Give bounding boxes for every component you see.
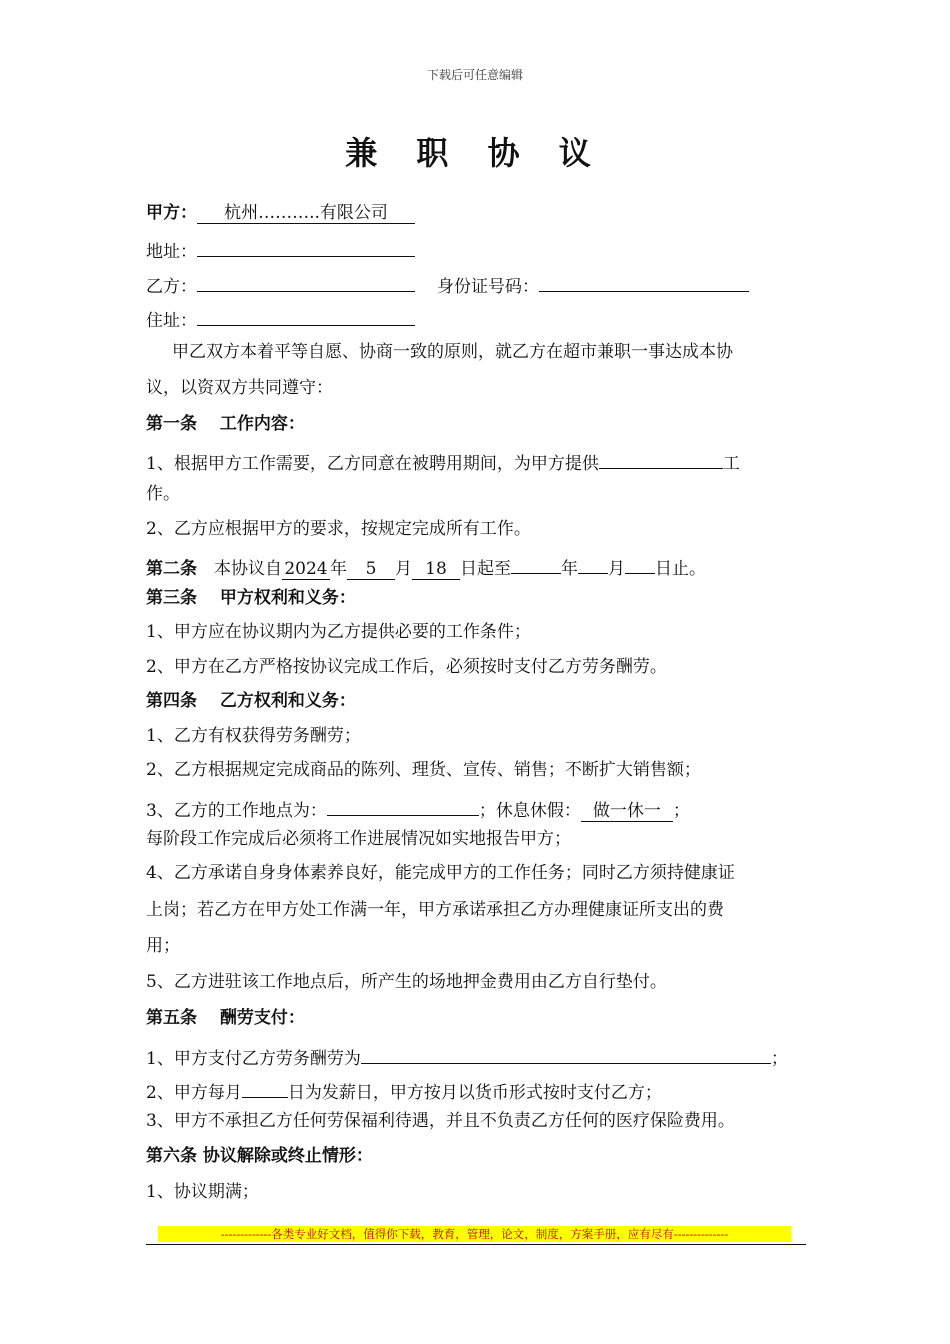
residence-blank [197,303,415,326]
party-a-label: 甲方： [146,203,197,223]
party-a-value: 杭州………..有限公司 [197,201,415,224]
article-3-heading: 第三条 甲方权利和义务： [146,588,356,608]
article-1-item-1: 1、根据甲方工作需要，乙方同意在被聘用期间，为甲方提供 工 [146,446,740,476]
article-4-item-4-cont-1: 上岗；若乙方在甲方处工作满一年，甲方承诺承担乙方办理健康证所支出的费 [146,900,724,920]
id-number-label: 身份证号码： [437,277,539,297]
id-number-blank [539,269,749,292]
article-2-heading: 第二条 [146,559,197,579]
party-b-blank [197,269,415,292]
article-4-item-2: 2、乙方根据规定完成商品的陈列、理货、宣传、销售；不断扩大销售额； [146,760,701,780]
article-5-item-3: 3、甲方不承担乙方任何劳保福利待遇，并且不负责乙方任何的医疗保险费用。 [146,1111,735,1131]
footer-rule [146,1244,806,1245]
address-blank [197,234,415,257]
start-year: 2024 [282,557,330,580]
article-5-item-1: 1、甲方支付乙方劳务酬劳为 ； [146,1041,788,1071]
article-5-heading: 第五条 酬劳支付： [146,1008,305,1028]
start-month: 5 [347,557,395,580]
party-b-label: 乙方： [146,277,197,297]
intro-line-1: 甲乙双方本着平等自愿、协商一致的原则，就乙方在超市兼职一事达成本协 [172,342,733,362]
document-title: 兼 职 协 议 [345,134,605,172]
address-line [146,234,415,264]
article-1-item-1-cont: 作。 [146,484,180,504]
footer-banner: -------------各类专业好文档，值得你下载，教育，管理，论文，制度，方案手册，应有尽有-------------- [220,1227,729,1241]
article-2-line: 第二条 本协议自 2024 年 5 月 18 日起至 年 月 日止。 [146,551,706,581]
article-4-item-4: 4、乙方承诺自身身体素养良好，能完成甲方的工作任务；同时乙方须持健康证 [146,863,735,883]
page-header: 下载后可任意编辑 [426,68,523,82]
party-a-line [146,201,415,225]
article-3-item-2: 2、甲方在乙方严格按协议完成工作后，必须按时支付乙方劳务酬劳。 [146,657,667,677]
residence-label: 住址： [146,311,197,331]
payday-blank [242,1075,288,1098]
end-year-blank [511,551,561,574]
article-4-item-3: 3、乙方的工作地点为： ；休息休假： 做一休一 ； [146,793,690,823]
article-6-heading: 第六条 协议解除或终止情形： [146,1146,373,1166]
residence-line [146,303,415,333]
start-day: 18 [412,557,460,580]
address-label: 地址： [146,242,197,262]
end-month-blank [578,551,608,574]
article-4-item-3-cont: 每阶段工作完成后必须将工作进展情况如实地报告甲方； [146,829,571,849]
article-1-item-2: 2、乙方应根据甲方的要求，按规定完成所有工作。 [146,519,531,539]
article-4-item-4-cont-2: 用； [146,936,180,956]
remuneration-blank [361,1041,771,1064]
work-location-blank [327,793,479,816]
end-day-blank [625,551,655,574]
article-1-heading: 第一条 工作内容： [146,414,305,434]
party-b-line [146,269,749,299]
article-3-item-1: 1、甲方应在协议期内为乙方提供必要的工作条件； [146,622,531,642]
service-blank [599,446,723,469]
article-4-item-5: 5、乙方进驻该工作地点后，所产生的场地押金费用由乙方自行垫付。 [146,972,667,992]
article-5-item-2: 2、甲方每月 日为发薪日，甲方按月以货币形式按时支付乙方； [146,1075,662,1105]
article-6-item-1: 1、协议期满； [146,1182,259,1202]
intro-line-2: 议，以资双方共同遵守： [146,378,333,398]
article-4-heading: 第四条 乙方权利和义务： [146,691,356,711]
article-4-item-1: 1、乙方有权获得劳务酬劳； [146,726,361,746]
rest-schedule: 做一休一 [581,799,673,822]
